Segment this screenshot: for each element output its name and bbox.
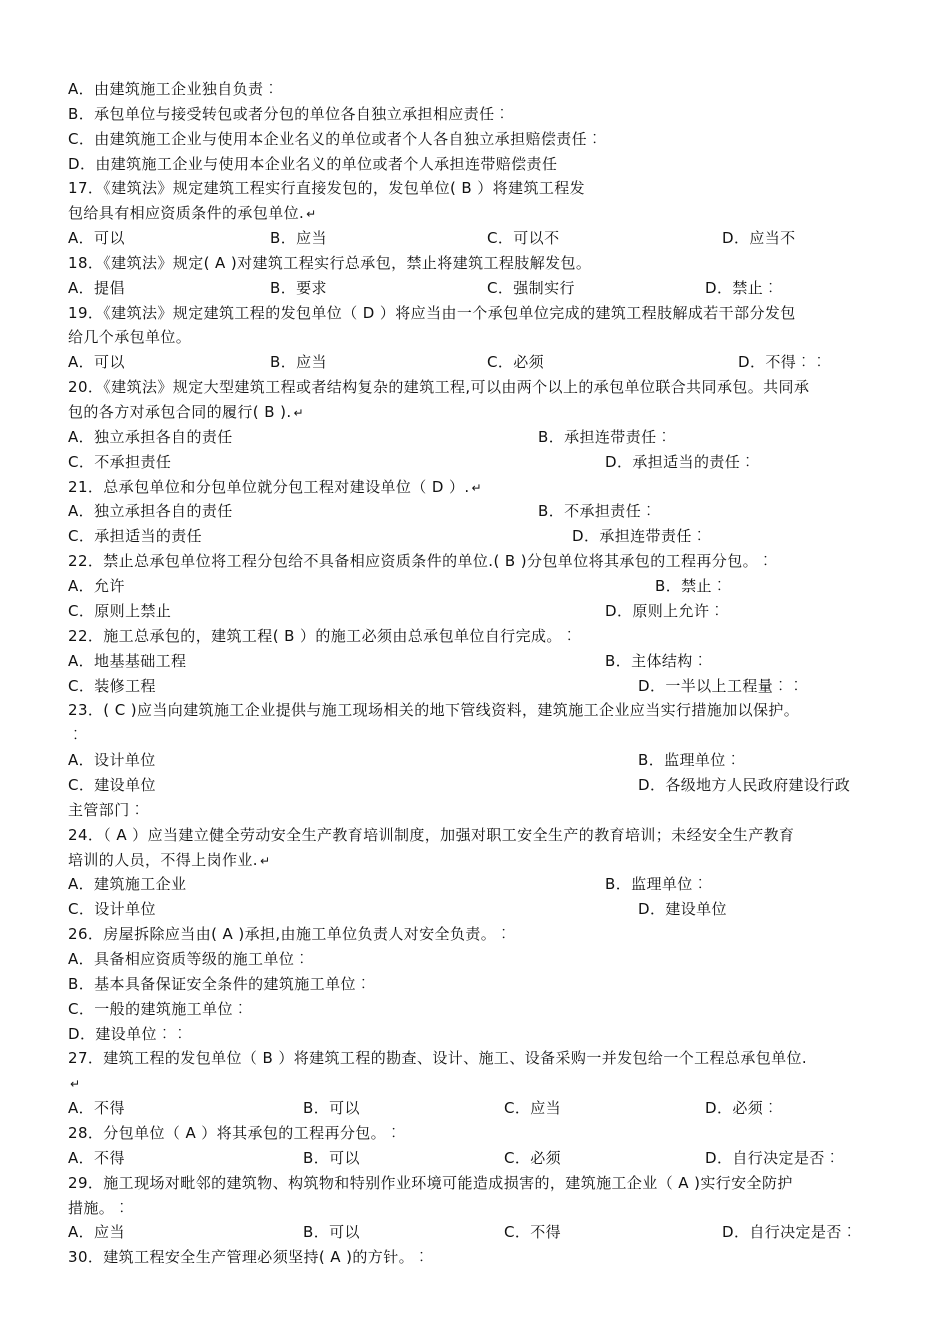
option-line: C．一般的建筑施工单位︰ — [68, 1000, 249, 1018]
question-text: 包给具有相应资质条件的承包单位. — [68, 204, 305, 222]
option: A．独立承担各自的责任 — [68, 428, 233, 446]
option-cont: 主管部门︰ — [68, 801, 146, 819]
option: D．一半以上工程量︰︰ — [638, 677, 804, 695]
option-line: A．由建筑施工企业独自负责︰ — [68, 80, 279, 98]
option: B．应当 — [270, 353, 327, 371]
question-22b: 22．施工总承包的，建筑工程( B ）的施工必须由总承包单位自行完成。︰ — [68, 627, 578, 645]
question-20: 20．《建筑法》规定大型建筑工程或者结构复杂的建筑工程,可以由两个以上的承包单位联合共同承包。共同承 — [68, 378, 810, 396]
question-23: 23．( C )应当向建筑施工企业提供与施工现场相关的地下管线资料，建筑施工企业应当实行措施加以保护。 — [68, 701, 800, 719]
option: A．不得 — [68, 1149, 125, 1167]
question-24-cont — [68, 848, 270, 872]
question-19: 19．《建筑法》规定建筑工程的发包单位（ D ）将应当由一个承包单位完成的建筑工程肢解成若干部分发包 — [68, 304, 796, 322]
question-29: 29．施工现场对毗邻的建筑物、构筑物和特别作业环境可能造成损害的，建筑施工企业（ A )实行安全防护 — [68, 1174, 793, 1192]
paragraph-mark-icon: ↵ — [471, 481, 483, 495]
option: A．应当 — [68, 1223, 125, 1241]
option-line: B．基本具备保证安全条件的建筑施工单位︰ — [68, 975, 372, 993]
question-text: 培训的人员，不得上岗作业. — [68, 851, 258, 869]
option: C．必须 — [504, 1149, 562, 1167]
option: A．不得 — [68, 1099, 125, 1117]
question-30: 30．建筑工程安全生产管理必须坚持( A )的方针。︰ — [68, 1248, 430, 1266]
option: B．主体结构︰ — [605, 652, 709, 670]
option: D．承担连带责任︰ — [572, 527, 708, 545]
paragraph-mark-icon: ↵ — [293, 406, 304, 420]
option: C．不得 — [504, 1223, 562, 1241]
option: C．不承担责任 — [68, 453, 172, 471]
option: D．自行决定是否︰ — [705, 1149, 841, 1167]
question-28: 28．分包单位（ A ）将其承包的工程再分包。︰ — [68, 1124, 402, 1142]
option-line: B．承包单位与接受转包或者分包的单位各自独立承担相应责任︰ — [68, 105, 510, 123]
question-20-cont — [68, 400, 304, 424]
option: C．承担适当的责任 — [68, 527, 203, 545]
option: C．装修工程 — [68, 677, 156, 695]
option: A．允许 — [68, 577, 125, 595]
option: B．应当 — [270, 229, 327, 247]
option: B．可以 — [303, 1149, 360, 1167]
option-line: C．由建筑施工企业与使用本企业名义的单位或者个人各自独立承担赔偿责任︰ — [68, 130, 603, 148]
question-22a: 22．禁止总承包单位将工程分包给不具备相应资质条件的单位.( B )分包单位将其承包的工程再分包。︰ — [68, 552, 774, 570]
option: D．禁止︰ — [705, 279, 779, 297]
option: B．可以 — [303, 1223, 360, 1241]
option: C．强制实行 — [487, 279, 575, 297]
option: D．自行决定是否︰ — [722, 1223, 858, 1241]
question-27: 27．建筑工程的发包单位（ B ）将建筑工程的勘查、设计、施工、设备采购一并发包给一个工程总承包单位. — [68, 1049, 808, 1067]
option: A．地基基础工程 — [68, 652, 187, 670]
question-24: 24．（ A ）应当建立健全劳动安全生产教育培训制度，加强对职工安全生产的教育培训；未经安全生产教育 — [68, 826, 795, 844]
option: A．建筑施工企业 — [68, 875, 187, 893]
option: D．各级地方人民政府建设行政 — [638, 776, 851, 794]
option: B．监理单位︰ — [638, 751, 742, 769]
option: C．必须 — [487, 353, 545, 371]
question-27-cont — [68, 1071, 80, 1095]
question-17-cont — [68, 201, 317, 225]
question-18: 18．《建筑法》规定( A )对建筑工程实行总承包，禁止将建筑工程肢解发包。 — [68, 254, 592, 272]
option: B．可以 — [303, 1099, 360, 1117]
option-line: A．具备相应资质等级的施工单位︰ — [68, 950, 310, 968]
question-19-cont: 给几个承包单位。 — [68, 328, 192, 346]
question-text: 包的各方对承包合同的履行( B ). — [68, 403, 292, 421]
option: D．不得︰︰ — [738, 353, 827, 371]
option: A．独立承担各自的责任 — [68, 502, 233, 520]
question-29-cont: 措施。︰ — [68, 1199, 130, 1217]
option: D．建设单位 — [638, 900, 727, 918]
option: A．设计单位 — [68, 751, 156, 769]
option: D．应当不 — [722, 229, 796, 247]
option: D．必须︰ — [705, 1099, 779, 1117]
question-23-cont: ︰ — [68, 726, 84, 744]
option: D．原则上允许︰ — [605, 602, 725, 620]
option-line: D．由建筑施工企业与使用本企业名义的单位或者个人承担连带赔偿责任 — [68, 155, 558, 173]
question-26: 26．房屋拆除应当由( A )承担,由施工单位负责人对安全负责。︰ — [68, 925, 512, 943]
option: C．原则上禁止 — [68, 602, 172, 620]
option: B．要求 — [270, 279, 327, 297]
option: B．不承担责任︰ — [538, 502, 657, 520]
option: B．监理单位︰ — [605, 875, 709, 893]
paragraph-mark-icon: ↵ — [259, 854, 271, 868]
option: C．设计单位 — [68, 900, 156, 918]
option: C．应当 — [504, 1099, 562, 1117]
question-17: 17．《建筑法》规定建筑工程实行直接发包的，发包单位( B ）将建筑工程发 — [68, 179, 586, 197]
option: C．建设单位 — [68, 776, 156, 794]
paragraph-mark-icon: ↵ — [306, 207, 317, 221]
option-line: D．建设单位︰︰ — [68, 1025, 188, 1043]
paragraph-mark-icon: ↵ — [70, 1077, 81, 1091]
option: A．可以 — [68, 229, 125, 247]
option: B．承担连带责任︰ — [538, 428, 672, 446]
option: B．禁止︰ — [655, 577, 728, 595]
option: A．可以 — [68, 353, 125, 371]
option: A．提倡 — [68, 279, 125, 297]
option: D．承担适当的责任︰ — [605, 453, 756, 471]
question-21 — [68, 475, 482, 499]
option: C．可以不 — [487, 229, 560, 247]
question-text: 21．总承包单位和分包单位就分包工程对建设单位（ D ）. — [68, 478, 470, 496]
